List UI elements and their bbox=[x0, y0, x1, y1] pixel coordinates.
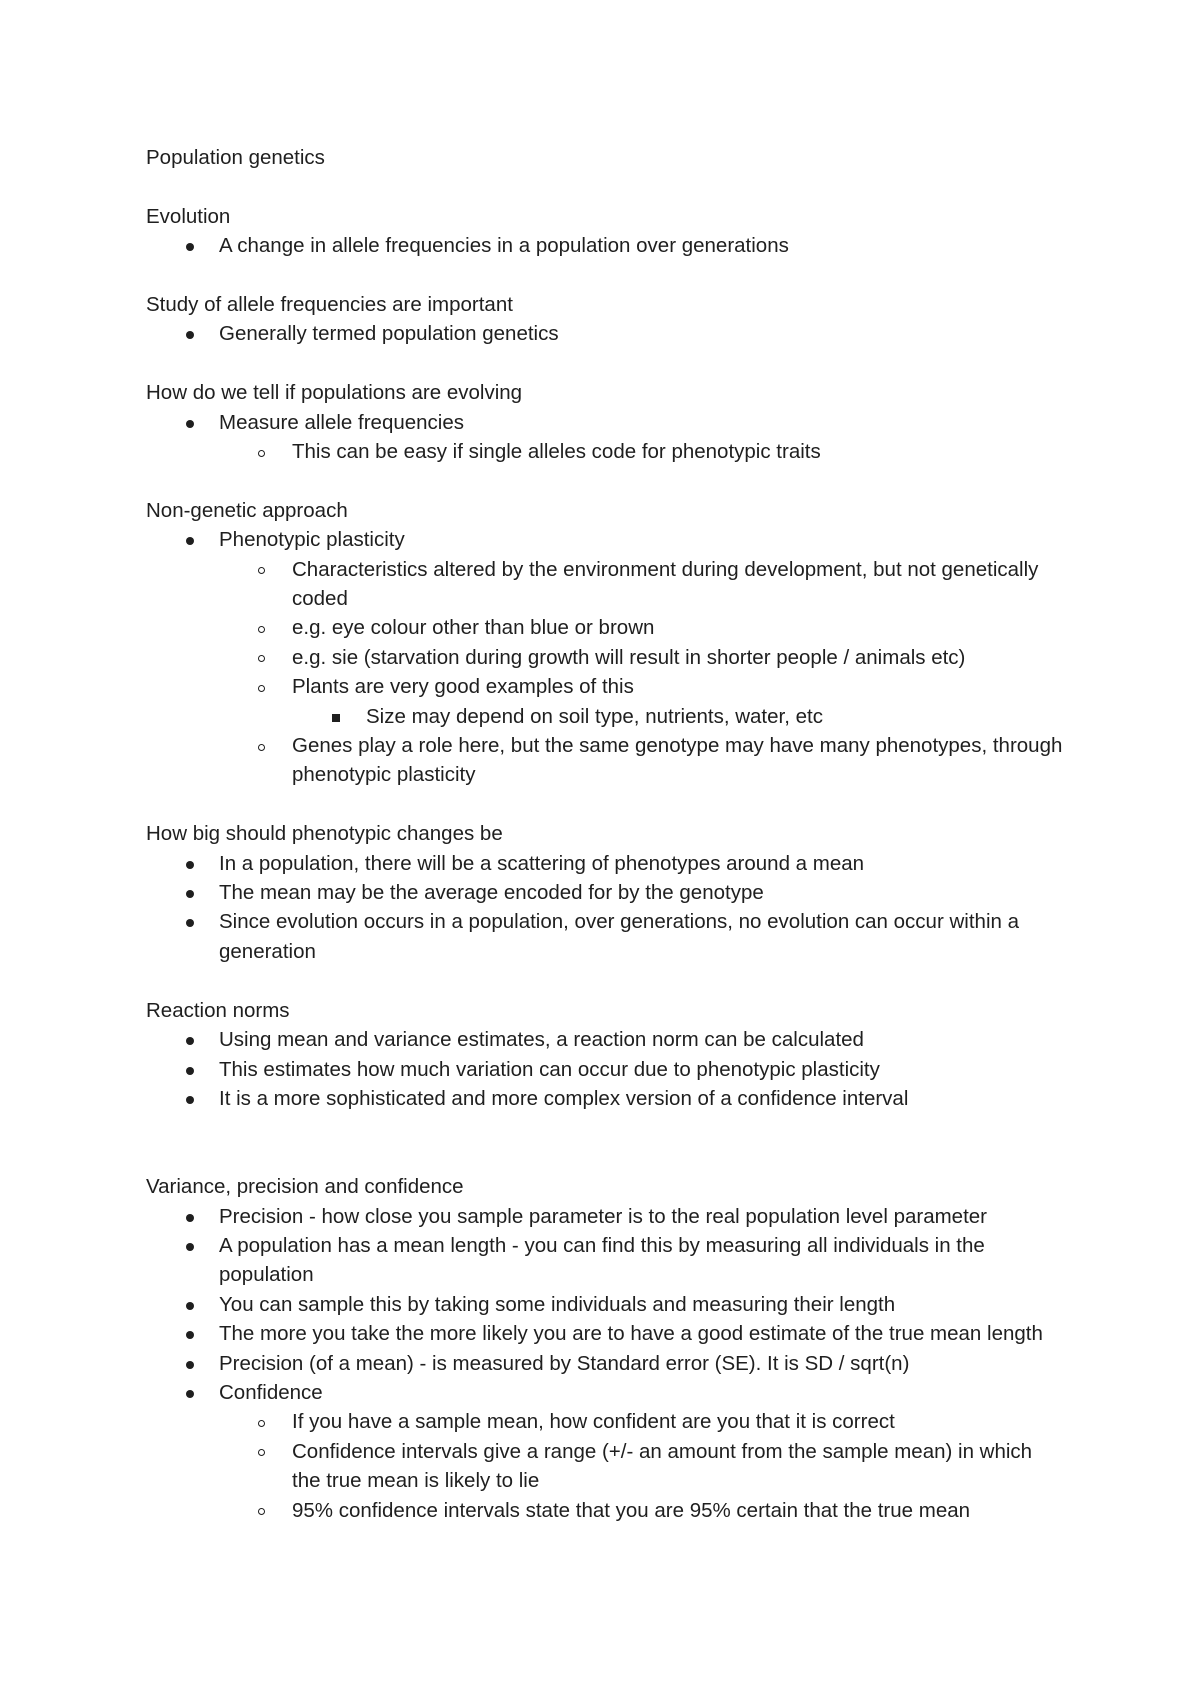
section-heading: Non-genetic approach bbox=[146, 498, 348, 522]
list-item bbox=[146, 1202, 1066, 1231]
document-page bbox=[146, 143, 1066, 1525]
list-item-text: Since evolution occurs in a population, over generations, no evolution can occur within a generation bbox=[219, 910, 1019, 963]
document-body bbox=[146, 202, 1066, 1525]
hollow-circle-bullet-icon bbox=[258, 450, 265, 457]
hollow-circle-bullet-icon bbox=[258, 567, 265, 574]
list-item-text: This estimates how much variation can occur due to phenotypic plasticity bbox=[219, 1057, 880, 1081]
hollow-circle-bullet-icon bbox=[258, 744, 265, 751]
list-item-text: In a population, there will be a scattering of phenotypes around a mean bbox=[219, 851, 865, 875]
hollow-circle-bullet-icon bbox=[258, 1420, 265, 1427]
list-item-text: The mean may be the average encoded for by the genotype bbox=[219, 881, 764, 905]
list-item-text: The more you take the more likely you are to have a good estimate of the true mean length bbox=[219, 1322, 1043, 1346]
list-item bbox=[146, 1349, 1066, 1378]
list-item-text: Generally termed population genetics bbox=[219, 322, 559, 346]
filled-circle-bullet-icon bbox=[186, 1243, 194, 1251]
list-item bbox=[146, 1319, 1066, 1348]
section bbox=[146, 496, 1066, 790]
list-item-text: Confidence bbox=[219, 1380, 323, 1404]
list-item-text: Size may depend on soil type, nutrients, water, etc bbox=[366, 704, 823, 728]
list-item-text: Plants are very good examples of this bbox=[292, 675, 634, 699]
list-item bbox=[146, 1290, 1066, 1319]
filled-circle-bullet-icon bbox=[186, 1037, 194, 1045]
list-item-text: It is a more sophisticated and more complex version of a confidence interval bbox=[219, 1086, 909, 1110]
list-item bbox=[146, 613, 1066, 642]
list-item bbox=[146, 525, 1066, 554]
list-item bbox=[146, 437, 1066, 466]
filled-circle-bullet-icon bbox=[186, 919, 194, 927]
list-item bbox=[146, 319, 1066, 348]
list-item bbox=[146, 1407, 1066, 1436]
list-item-text: Using mean and variance estimates, a reaction norm can be calculated bbox=[219, 1028, 864, 1052]
spacer bbox=[146, 172, 1066, 201]
list-item bbox=[146, 1025, 1066, 1054]
filled-circle-bullet-icon bbox=[186, 1390, 194, 1398]
bullet-list bbox=[146, 849, 1066, 967]
list-item-text: Precision (of a mean) - is measured by Standard error (SE). It is SD / sqrt(n) bbox=[219, 1351, 910, 1375]
filled-circle-bullet-icon bbox=[186, 861, 194, 869]
hollow-circle-bullet-icon bbox=[258, 685, 265, 692]
list-item bbox=[146, 702, 1066, 731]
list-item-text: Genes play a role here, but the same genotype may have many phenotypes, through phenotypic plasticity bbox=[292, 734, 1063, 787]
list-item bbox=[146, 231, 1066, 260]
list-item bbox=[146, 1084, 1066, 1113]
list-item bbox=[146, 672, 1066, 701]
filled-circle-bullet-icon bbox=[186, 243, 194, 251]
list-item bbox=[146, 878, 1066, 907]
filled-circle-bullet-icon bbox=[186, 331, 194, 339]
filled-circle-bullet-icon bbox=[186, 1214, 194, 1222]
filled-circle-bullet-icon bbox=[186, 420, 194, 428]
spacer bbox=[146, 790, 1066, 819]
list-item bbox=[146, 408, 1066, 437]
list-item bbox=[146, 1231, 1066, 1290]
bullet-list bbox=[146, 408, 1066, 467]
filled-circle-bullet-icon bbox=[186, 1331, 194, 1339]
document-title: Population genetics bbox=[146, 146, 325, 169]
bullet-list bbox=[146, 1025, 1066, 1113]
section bbox=[146, 378, 1066, 466]
list-item-text: e.g. sie (starvation during growth will result in shorter people / animals etc) bbox=[292, 645, 966, 669]
section bbox=[146, 996, 1066, 1114]
filled-circle-bullet-icon bbox=[186, 1361, 194, 1369]
section-heading: Evolution bbox=[146, 204, 231, 228]
section-heading: How do we tell if populations are evolving bbox=[146, 381, 523, 405]
list-item bbox=[146, 555, 1066, 614]
section bbox=[146, 290, 1066, 349]
filled-circle-bullet-icon bbox=[186, 890, 194, 898]
list-item-text: Precision - how close you sample parameter is to the real population level parameter bbox=[219, 1204, 987, 1228]
filled-circle-bullet-icon bbox=[186, 1302, 194, 1310]
spacer bbox=[146, 349, 1066, 378]
section bbox=[146, 819, 1066, 966]
list-item bbox=[146, 1055, 1066, 1084]
spacer bbox=[146, 1113, 1066, 1172]
bullet-list bbox=[146, 319, 1066, 348]
spacer bbox=[146, 966, 1066, 995]
bullet-list bbox=[146, 525, 1066, 790]
list-item-text: You can sample this by taking some individuals and measuring their length bbox=[219, 1292, 896, 1316]
hollow-circle-bullet-icon bbox=[258, 1508, 265, 1515]
spacer bbox=[146, 261, 1066, 290]
list-item-text: Phenotypic plasticity bbox=[219, 528, 405, 552]
bullet-list bbox=[146, 1202, 1066, 1525]
list-item-text: 95% confidence intervals state that you are 95% certain that the true mean bbox=[292, 1498, 971, 1522]
section-heading: How big should phenotypic changes be bbox=[146, 822, 503, 846]
filled-circle-bullet-icon bbox=[186, 537, 194, 545]
section bbox=[146, 202, 1066, 261]
list-item-text: Measure allele frequencies bbox=[219, 410, 464, 434]
list-item bbox=[146, 1496, 1066, 1525]
list-item-text: Characteristics altered by the environment during development, but not genetically coded bbox=[292, 557, 1039, 611]
bullet-list bbox=[146, 231, 1066, 260]
filled-circle-bullet-icon bbox=[186, 1096, 194, 1104]
section-heading: Variance, precision and confidence bbox=[146, 1175, 464, 1199]
list-item bbox=[146, 731, 1066, 790]
list-item bbox=[146, 907, 1066, 966]
hollow-circle-bullet-icon bbox=[258, 626, 265, 633]
square-bullet-icon bbox=[332, 714, 340, 722]
hollow-circle-bullet-icon bbox=[258, 655, 265, 662]
list-item bbox=[146, 849, 1066, 878]
list-item bbox=[146, 1437, 1066, 1496]
list-item-text: If you have a sample mean, how confident are you that it is correct bbox=[292, 1410, 895, 1434]
list-item-text: e.g. eye colour other than blue or brown bbox=[292, 616, 655, 640]
list-item-text: Confidence intervals give a range (+/- an amount from the sample mean) in which the true mean is likely to lie bbox=[292, 1439, 1033, 1493]
list-item bbox=[146, 643, 1066, 672]
spacer bbox=[146, 466, 1066, 495]
list-item-text: A population has a mean length - you can find this by measuring all individuals in the population bbox=[219, 1233, 985, 1287]
section-heading: Reaction norms bbox=[146, 998, 290, 1022]
list-item bbox=[146, 1378, 1066, 1407]
filled-circle-bullet-icon bbox=[186, 1067, 194, 1075]
section-heading: Study of allele frequencies are important bbox=[146, 293, 513, 316]
list-item-text: This can be easy if single alleles code for phenotypic traits bbox=[292, 440, 821, 464]
list-item-text: A change in allele frequencies in a population over generations bbox=[219, 234, 789, 258]
hollow-circle-bullet-icon bbox=[258, 1449, 265, 1456]
section bbox=[146, 1172, 1066, 1525]
